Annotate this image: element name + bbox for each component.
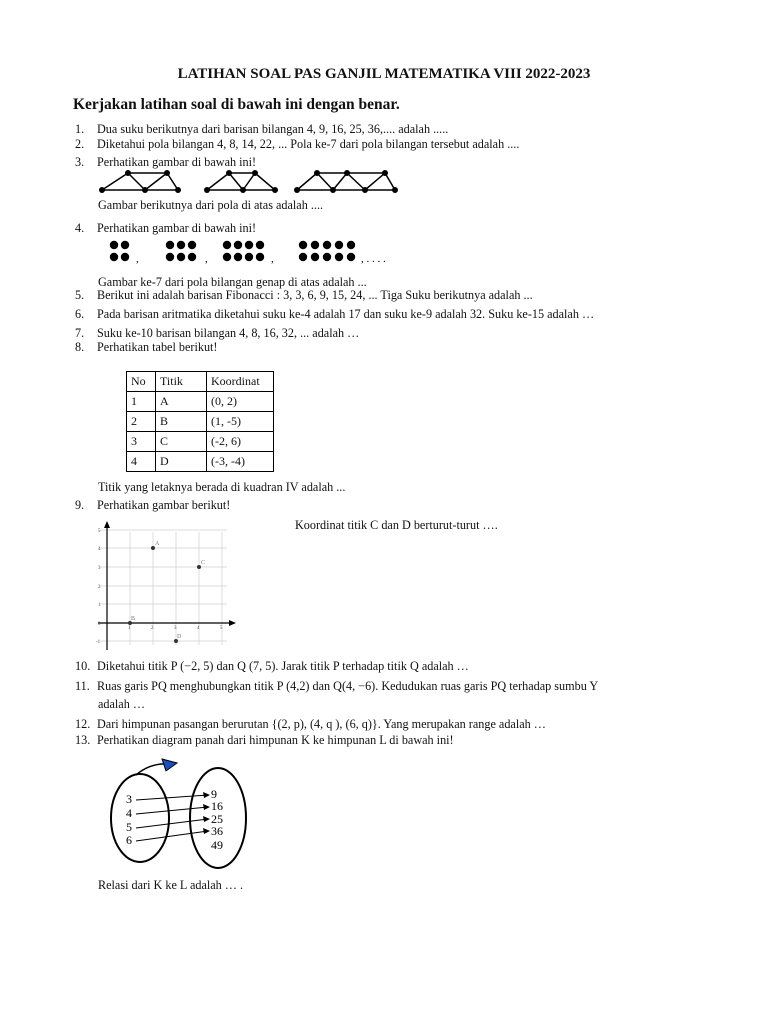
question-text: Dari himpunan pasangan berurutan {(2, p), (4, q ), (6, q)}. Yang merupakan range adalah …: [97, 717, 546, 731]
codomain-value: 36: [211, 824, 223, 838]
question-number: 6.: [75, 307, 85, 321]
header-cell: No: [127, 372, 156, 392]
dot-pattern-figure: [95, 238, 425, 268]
table-cell: (1, -5): [207, 412, 274, 432]
question-9: [75, 498, 230, 513]
codomain-value: 9: [211, 787, 217, 801]
table-cell: B: [156, 412, 207, 432]
triangle-pattern-figure: [95, 165, 415, 197]
relation-arrow: [136, 807, 208, 814]
table-cell: A: [156, 392, 207, 412]
q3-caption: Gambar berikutnya dari pola di atas adalah ....: [98, 198, 324, 212]
table-header-row: [127, 372, 274, 392]
triangle-marker-icon: [162, 759, 177, 771]
question-5: [75, 288, 533, 303]
y-axis-arrow: [104, 521, 110, 528]
question-6: [75, 307, 594, 322]
question-text: Perhatikan diagram panah dari himpunan K ke himpunan L di bawah ini!: [97, 733, 454, 747]
question-number: 7.: [75, 326, 85, 340]
x-tick-label: 2: [151, 626, 154, 631]
separator: , . . . .: [361, 253, 386, 265]
q8-caption: Titik yang letaknya berada di kuadran IV adalah ...: [98, 480, 346, 494]
set-k-ellipse: [111, 774, 169, 862]
table-row: [127, 452, 274, 472]
question-12: [75, 717, 546, 732]
table-cell: 3: [127, 432, 156, 452]
question-number: 5.: [75, 288, 85, 302]
domain-value: 5: [126, 820, 132, 834]
arrow-diagram: [100, 755, 260, 875]
x-tick-label: 4: [197, 626, 200, 631]
y-tick-label: 4: [98, 547, 101, 552]
point-label-d: D: [177, 634, 182, 640]
question-number: 2.: [75, 137, 85, 151]
point-label-c: C: [201, 560, 206, 566]
point-label-b: B: [131, 616, 136, 622]
header-cell: Koordinat: [207, 372, 274, 392]
question-text: Perhatikan gambar di bawah ini!: [97, 155, 257, 169]
question-number: 1.: [75, 122, 85, 136]
x-axis-arrow: [229, 620, 236, 626]
y-tick-label: 2: [98, 585, 101, 590]
table-cell: 2: [127, 412, 156, 432]
question-number: 12.: [75, 717, 91, 731]
coordinate-table: [126, 371, 274, 472]
q9-prompt: Koordinat titik C dan D berturut-turut ….: [295, 518, 498, 532]
codomain-value: 16: [211, 799, 223, 813]
table-cell: (-2, 6): [207, 432, 274, 452]
y-tick-label: 5: [98, 529, 101, 534]
question-number: 10.: [75, 659, 91, 673]
grid-lines: [100, 530, 227, 645]
q11-continuation: adalah …: [98, 697, 146, 711]
q13-caption: Relasi dari K ke L adalah … .: [98, 878, 244, 892]
question-number: 11.: [75, 679, 90, 693]
domain-value: 4: [126, 806, 132, 820]
table-row: [127, 432, 274, 452]
question-number: 8.: [75, 340, 85, 354]
table-cell: C: [156, 432, 207, 452]
question-2: [75, 137, 519, 152]
page-title: LATIHAN SOAL PAS GANJIL MATEMATIKA VIII 2022-2023: [177, 66, 591, 82]
question-number: 4.: [75, 221, 85, 235]
y-tick-label: 3: [98, 566, 101, 571]
question-number: 13.: [75, 733, 91, 747]
question-10: [75, 659, 469, 674]
separator: ,: [136, 253, 139, 265]
question-4: [75, 221, 256, 236]
x-tick-label: 3: [174, 626, 177, 631]
question-text: Berikut ini adalah barisan Fibonacci : 3, 3, 6, 9, 15, 24, ... Tiga Suku berikutnya adalah ...: [97, 288, 533, 302]
x-tick-label: 5: [220, 626, 223, 631]
x-tick-labels: [128, 626, 223, 631]
codomain-value: 49: [211, 838, 223, 852]
table-cell: 4: [127, 452, 156, 472]
table-row: [127, 412, 274, 432]
question-text: Suku ke-10 barisan bilangan 4, 8, 16, 32, ... adalah …: [97, 326, 360, 340]
question-text: Diketahui pola bilangan 4, 8, 14, 22, ... Pola ke-7 dari pola bilangan tersebut adalah ....: [97, 137, 520, 151]
question-text: Pada barisan aritmatika diketahui suku ke-4 adalah 17 dan suku ke-9 adalah 32. Suku ke-15 adalah …: [97, 307, 595, 321]
question-text: Ruas garis PQ menghubungkan titik P (4,2) dan Q(4, −6). Kedudukan ruas garis PQ terhadap sumbu Y: [97, 679, 599, 693]
table-cell: (0, 2): [207, 392, 274, 412]
question-text: Dua suku berikutnya dari barisan bilangan 4, 9, 16, 25, 36,.... adalah .....: [97, 122, 449, 136]
question-13: [75, 733, 454, 748]
relation-arrow: [136, 831, 208, 841]
question-number: 9.: [75, 498, 85, 512]
y-tick-label: 1: [98, 603, 101, 608]
question-text: Perhatikan gambar berikut!: [97, 498, 231, 512]
y-tick-labels: [96, 529, 101, 645]
relation-arrow: [136, 795, 208, 800]
question-number: 3.: [75, 155, 85, 169]
table-row: [127, 392, 274, 412]
header-cell: Titik: [156, 372, 207, 392]
question-text: Perhatikan tabel berikut!: [97, 340, 218, 354]
instruction: Kerjakan latihan soal di bawah ini dengan benar.: [73, 96, 400, 113]
table-cell: (-3, -4): [207, 452, 274, 472]
separator: ,: [205, 253, 208, 265]
table-cell: D: [156, 452, 207, 472]
separator: ,: [271, 253, 274, 265]
question-1: [75, 122, 448, 137]
point-label-a: A: [155, 541, 160, 547]
y-tick-label: 0: [98, 622, 101, 627]
question-8: [75, 340, 217, 355]
coordinate-graph: [92, 520, 240, 655]
question-text: Perhatikan gambar di bawah ini!: [97, 221, 257, 235]
domain-value: 3: [126, 792, 132, 806]
relation-arrow: [136, 819, 208, 828]
axes: [98, 524, 232, 650]
domain-value: 6: [126, 833, 132, 847]
x-tick-label: 1: [128, 626, 131, 631]
codomain-value: 25: [211, 812, 223, 826]
question-11: [75, 679, 598, 694]
question-7: [75, 326, 359, 341]
question-text: Diketahui titik P (−2, 5) dan Q (7, 5). Jarak titik P terhadap titik Q adalah …: [97, 659, 469, 673]
table-cell: 1: [127, 392, 156, 412]
y-tick-label: -1: [96, 640, 101, 645]
q4-caption: Gambar ke-7 dari pola bilangan genap di atas adalah ...: [98, 275, 367, 289]
